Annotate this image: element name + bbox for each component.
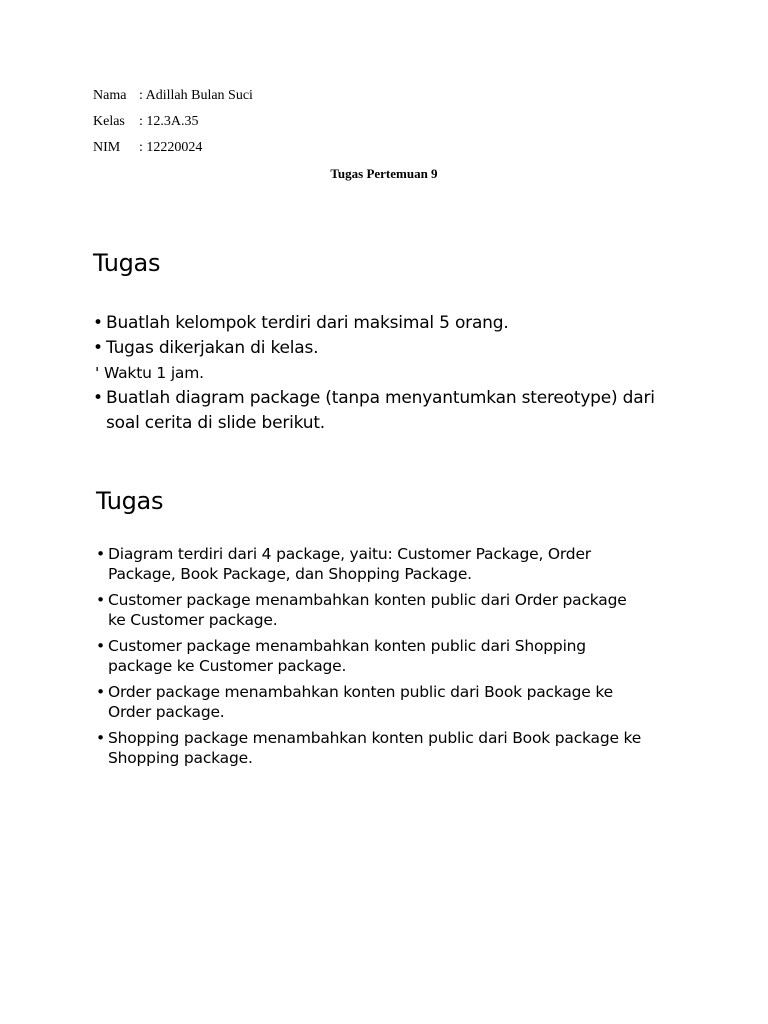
bullet-mark: •: [96, 729, 105, 747]
bullet-mark: •: [93, 388, 103, 408]
bullet-mark: ': [95, 364, 100, 382]
list-item-line: Package, Book Package, dan Shopping Package.: [108, 564, 472, 583]
list-item-line: soal cerita di slide berikut.: [106, 413, 326, 433]
list-item-line: Buatlah kelompok terdiri dari maksimal 5 orang.: [106, 313, 509, 333]
list-item: [96, 683, 716, 722]
list-item: [96, 637, 716, 676]
nama-label: Nama: [93, 88, 127, 103]
list-item: [93, 386, 713, 436]
info-row-nama: [93, 88, 253, 104]
info-row-nim: [93, 140, 202, 156]
list-item-line: Tugas dikerjakan di kelas.: [106, 338, 319, 358]
section1-list: [93, 311, 713, 436]
list-item-line: Customer package menambahkan konten public dari Shopping: [108, 637, 586, 655]
section2-list: [96, 545, 716, 775]
bullet-mark: •: [93, 338, 103, 358]
bullet-mark: •: [96, 591, 105, 609]
info-row-kelas: [93, 114, 199, 130]
list-item-line: Waktu 1 jam.: [104, 364, 204, 382]
bullet-mark: •: [93, 313, 103, 333]
list-item-line: Buatlah diagram package (tanpa menyantumkan stereotype) dari: [106, 388, 655, 408]
section1-heading: Tugas: [93, 249, 161, 277]
section2-heading: Tugas: [96, 487, 164, 515]
bullet-mark: •: [96, 637, 105, 655]
document-title: Tugas Pertemuan 9: [330, 166, 438, 181]
list-item-line: Shopping package.: [108, 748, 253, 767]
list-item-line: Shopping package menambahkan konten public dari Book package ke: [108, 729, 642, 747]
bullet-mark: •: [96, 545, 105, 563]
list-item-line: ke Customer package.: [108, 610, 278, 629]
nim-value: : 12220024: [139, 140, 203, 155]
nim-label: NIM: [93, 140, 121, 155]
kelas-label: Kelas: [93, 114, 125, 129]
list-item-line: Diagram terdiri dari 4 package, yaitu: Customer Package, Order: [108, 545, 591, 563]
list-item: [96, 729, 716, 768]
nama-value: : Adillah Bulan Suci: [139, 88, 253, 103]
list-item-line: package ke Customer package.: [108, 656, 347, 675]
list-item: [96, 591, 716, 630]
list-item: [93, 336, 713, 361]
list-item-line: Customer package menambahkan konten public dari Order package: [108, 591, 627, 609]
list-item: [93, 311, 713, 336]
list-item-line: Order package menambahkan konten public dari Book package ke: [108, 683, 613, 701]
list-item: [96, 545, 716, 584]
bullet-mark: •: [96, 683, 105, 701]
list-item: [93, 361, 713, 386]
list-item-line: Order package.: [108, 702, 225, 721]
kelas-value: : 12.3A.35: [139, 114, 199, 129]
